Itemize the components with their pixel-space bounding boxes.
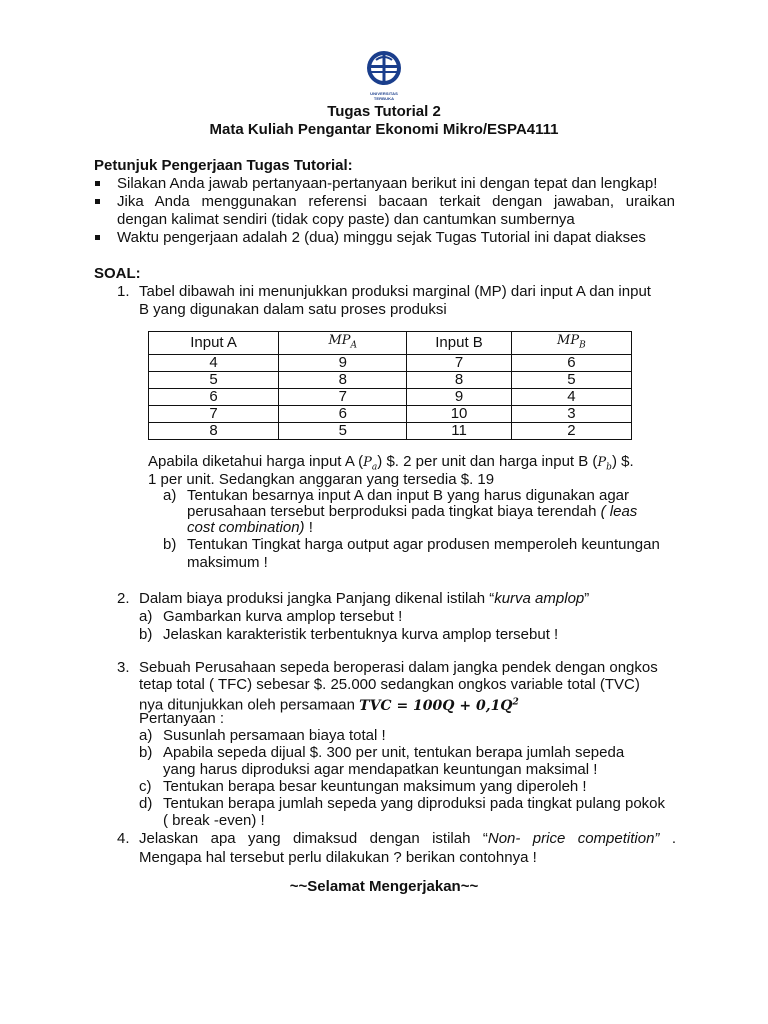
- closing-message: ~~Selamat Mengerjakan~~: [289, 878, 479, 895]
- q3-line-2: tetap total ( TFC) sebesar $. 25.000 sedangkan ongkos variable total (TVC): [139, 676, 640, 693]
- marginal-product-table: [148, 331, 632, 440]
- table-cell: 8: [407, 371, 511, 388]
- bullet-icon: [95, 235, 100, 240]
- bullet-icon: [95, 181, 100, 186]
- header-input-b: Input B: [407, 332, 511, 355]
- table-header-row: [149, 332, 632, 355]
- table-cell: 9: [279, 354, 407, 371]
- table-row: [149, 422, 632, 439]
- table-cell: 7: [407, 354, 511, 371]
- header-mp-a: $MP_A$: [279, 332, 407, 355]
- q1b-line-2: maksimum !: [187, 554, 268, 571]
- table-row: [149, 388, 632, 405]
- q3-line-3: nya ditunjukkan oleh persamaan TVC = $100Q + 0,1Q^2$: [139, 696, 519, 714]
- logo-caption: UNIVERSITAS TERBUKA: [370, 91, 398, 101]
- q1b-label: b): [163, 536, 177, 553]
- header-input-a: Input A: [149, 332, 279, 355]
- table-cell: 4: [511, 388, 631, 405]
- q3b-label: b): [139, 744, 153, 761]
- q4-line-1: Jelaskan apa yang dimaksud dengan istilah “Non- price competition” .: [139, 830, 677, 847]
- table-cell: 8: [279, 371, 407, 388]
- q2-line-1: Dalam biaya produksi jangka Panjang dikenal istilah “kurva amplop”: [139, 590, 590, 607]
- q1b-line-1: Tentukan Tingkat harga output agar produsen memperoleh keuntungan: [187, 536, 660, 553]
- university-emblem-icon: [366, 50, 402, 92]
- table-cell: 9: [407, 388, 511, 405]
- table-row: [149, 354, 632, 371]
- q1-line-1: Tabel dibawah ini menunjukkan produksi marginal (MP) dari input A dan input: [139, 283, 651, 300]
- table-cell: 5: [511, 371, 631, 388]
- instructions-heading: Petunjuk Pengerjaan Tugas Tutorial:: [94, 157, 353, 174]
- q1a-line-2: perusahaan tersebut berproduksi pada tingkat biaya terendah ( leas: [187, 503, 638, 520]
- table-cell: 4: [149, 354, 279, 371]
- table-cell: 5: [279, 422, 407, 439]
- q1-number: 1.: [117, 283, 130, 300]
- q1a-line-3: cost combination) !: [187, 519, 313, 536]
- q4-number: 4.: [117, 830, 130, 847]
- table-cell: 6: [149, 388, 279, 405]
- university-logo: [366, 50, 402, 102]
- q2b-text: Jelaskan karakteristik terbentuknya kurva amplop tersebut !: [163, 626, 559, 643]
- q3-number: 3.: [117, 659, 130, 676]
- q3c-label: c): [139, 778, 152, 795]
- page-subtitle: Mata Kuliah Pengantar Ekonomi Mikro/ESPA4111: [209, 121, 559, 138]
- q4-line-2: Mengapa hal tersebut perlu dilakukan ? berikan contohnya !: [139, 849, 537, 866]
- table-row: [149, 371, 632, 388]
- table-cell: 6: [279, 405, 407, 422]
- soal-heading: SOAL:: [94, 265, 141, 282]
- q2-number: 2.: [117, 590, 130, 607]
- q1a-label: a): [163, 487, 177, 504]
- q3d-line-1: Tentukan berapa jumlah sepeda yang diproduksi pada tingkat pulang pokok: [163, 795, 666, 812]
- page-title: Tugas Tutorial 2: [327, 103, 441, 120]
- q3b-line-2: yang harus diproduksi agar mendapatkan keuntungan maksimal !: [163, 761, 598, 778]
- q1a-line-1: Tentukan besarnya input A dan input B yang harus digunakan agar: [187, 487, 629, 504]
- q3-line-1: Sebuah Perusahaan sepeda beroperasi dalam jangka pendek dengan ongkos: [139, 659, 658, 676]
- instruction-2-line-1: Jika Anda menggunakan referensi bacaan terkait dengan jawaban, uraikan: [117, 193, 675, 210]
- table-cell: 6: [511, 354, 631, 371]
- q3a-text: Susunlah persamaan biaya total !: [163, 727, 386, 744]
- table-cell: 2: [511, 422, 631, 439]
- q3c-text: Tentukan berapa besar keuntungan maksimum yang diperoleh !: [163, 778, 587, 795]
- q3d-line-2: ( break -even) !: [163, 812, 265, 829]
- table-cell: 10: [407, 405, 511, 422]
- header-mp-b: $MP_B$: [511, 332, 631, 355]
- table-cell: 5: [149, 371, 279, 388]
- instruction-1: Silakan Anda jawab pertanyaan-pertanyaan berikut ini dengan tepat dan lengkap!: [117, 175, 658, 192]
- table-row: [149, 405, 632, 422]
- q3a-label: a): [139, 727, 153, 744]
- q2a-label: a): [139, 608, 153, 625]
- q1-price-line-1: Apabila diketahui harga input A $(P_a)$ $. 2 per unit dan harga input B $(P_b)$ $.: [148, 453, 634, 473]
- table-cell: 3: [511, 405, 631, 422]
- q2b-label: b): [139, 626, 153, 643]
- q1-price-line-2: 1 per unit. Sedangkan anggaran yang tersedia $. 19: [148, 471, 495, 488]
- instruction-2-line-2: dengan kalimat sendiri (tidak copy paste) dan cantumkan sumbernya: [117, 211, 575, 228]
- q2a-text: Gambarkan kurva amplop tersebut !: [163, 608, 403, 625]
- table-cell: 7: [279, 388, 407, 405]
- q3-line-4: Pertanyaan :: [139, 710, 225, 727]
- q3b-line-1: Apabila sepeda dijual $. 300 per unit, tentukan berapa jumlah sepeda: [163, 744, 625, 761]
- table-cell: 7: [149, 405, 279, 422]
- q1-line-2: B yang digunakan dalam satu proses produksi: [139, 301, 447, 318]
- table-cell: 8: [149, 422, 279, 439]
- bullet-icon: [95, 199, 100, 204]
- instruction-3: Waktu pengerjaan adalah 2 (dua) minggu sejak Tugas Tutorial ini dapat diakses: [117, 229, 646, 246]
- table-cell: 11: [407, 422, 511, 439]
- q3d-label: d): [139, 795, 153, 812]
